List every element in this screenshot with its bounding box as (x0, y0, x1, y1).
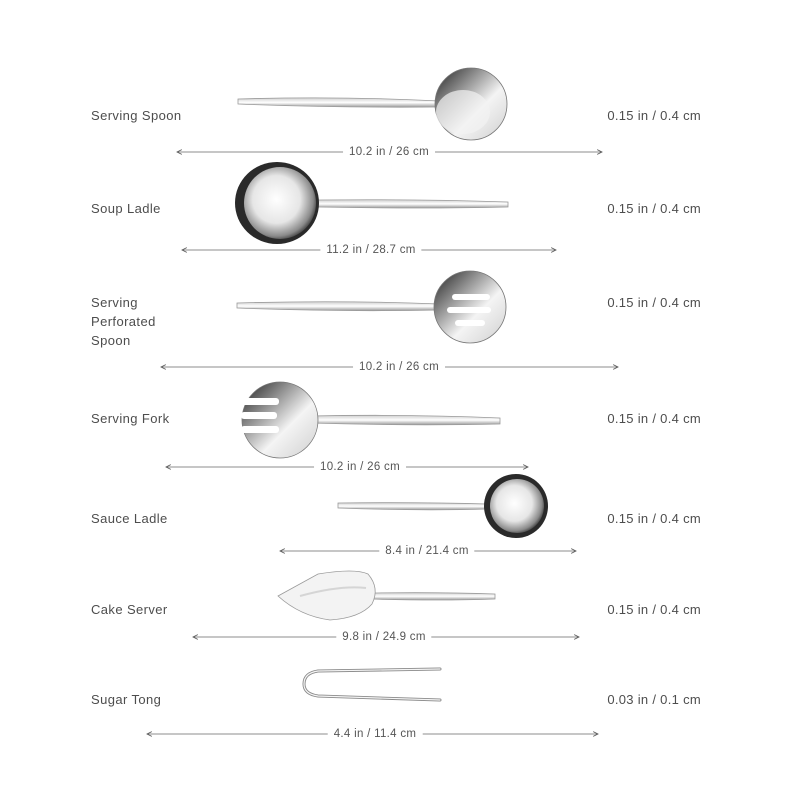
item-thickness: 0.15 in / 0.4 cm (607, 295, 701, 310)
item-name: Sauce Ladle (91, 511, 168, 526)
item-name: Serving Fork (91, 411, 170, 426)
sauce-ladle-icon (338, 474, 548, 538)
item-thickness: 0.15 in / 0.4 cm (607, 602, 701, 617)
item-thickness: 0.15 in / 0.4 cm (607, 108, 701, 123)
item-length: 10.2 in / 26 cm (353, 361, 445, 373)
item-length: 9.8 in / 24.9 cm (336, 631, 431, 643)
item-length: 10.2 in / 26 cm (314, 461, 406, 473)
cake-server-icon (278, 571, 495, 620)
serving-fork-icon (241, 382, 500, 458)
item-thickness: 0.15 in / 0.4 cm (607, 201, 701, 216)
item-name: Sugar Tong (91, 692, 162, 707)
item-name: Serving Perforated Spoon (91, 295, 156, 348)
item-length: 4.4 in / 11.4 cm (328, 728, 423, 740)
perforated-spoon-icon (237, 271, 506, 343)
item-name: Cake Server (91, 602, 168, 617)
item-thickness: 0.15 in / 0.4 cm (607, 511, 701, 526)
soup-ladle-icon (235, 162, 508, 244)
serving-spoon-icon (238, 68, 507, 140)
item-name: Serving Spoon (91, 108, 182, 123)
sugar-tong-icon (304, 669, 440, 700)
item-length: 8.4 in / 21.4 cm (379, 545, 474, 557)
item-length: 10.2 in / 26 cm (343, 146, 435, 158)
item-length: 11.2 in / 28.7 cm (320, 244, 421, 256)
item-thickness: 0.15 in / 0.4 cm (607, 411, 701, 426)
item-name: Soup Ladle (91, 201, 161, 216)
item-thickness: 0.03 in / 0.1 cm (607, 692, 701, 707)
